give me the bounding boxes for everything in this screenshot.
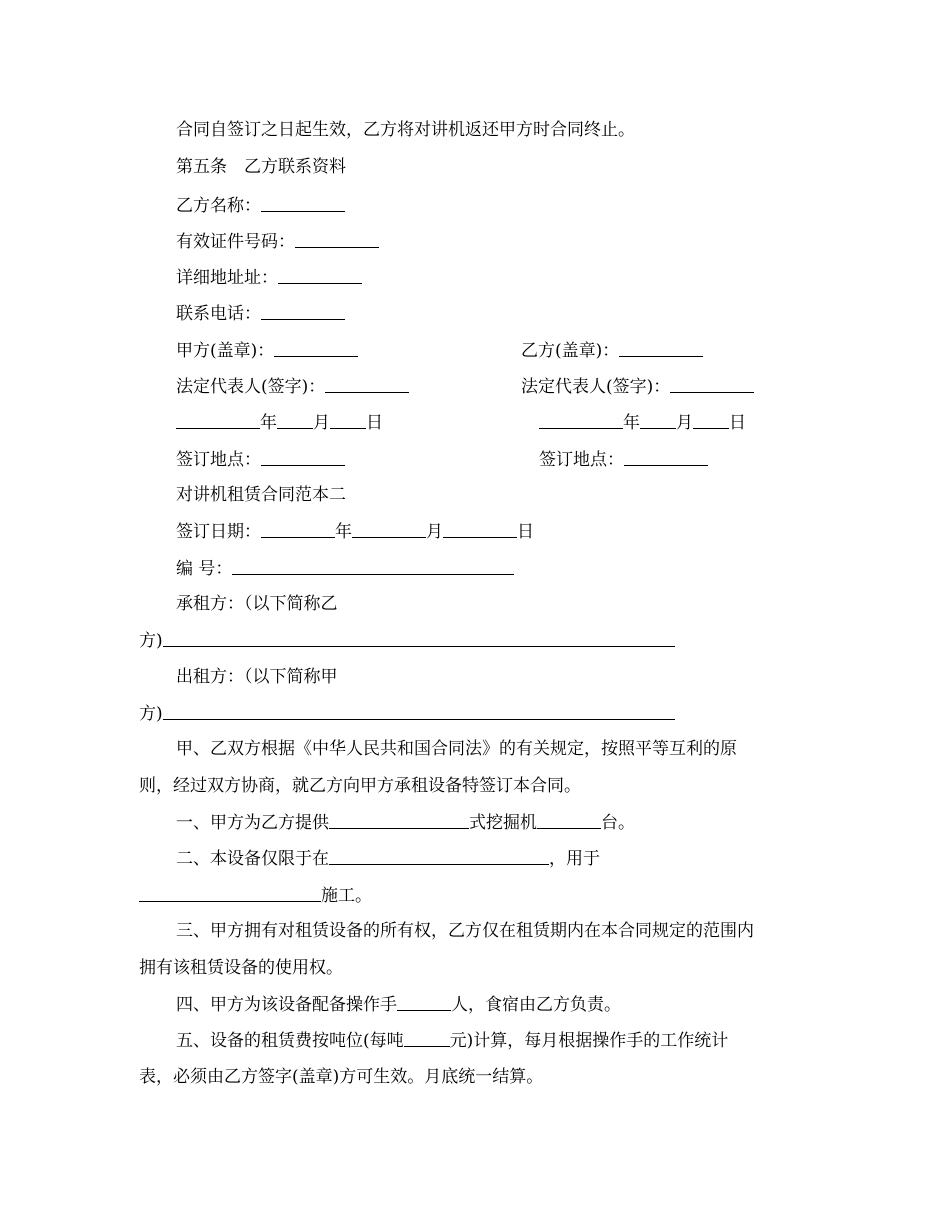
field-label: 乙方名称： [176, 196, 261, 216]
party-b-name-field [176, 195, 345, 216]
clause-3-line-2: 拥有该租赁设备的使用权。 [139, 958, 343, 978]
blank-line [693, 412, 729, 429]
field-label: 联系电话： [176, 304, 261, 324]
field-label: 法定代表人(签字)： [521, 377, 671, 397]
clause-text: 式挖掘机 [469, 813, 537, 833]
clause-3-line-1: 三、甲方拥有对租赁设备的所有权，乙方仅在租赁期内在本合同规定的范围内 [176, 921, 754, 941]
clause-text: 元)计算，每月根据操作手的工作统计 [449, 1031, 729, 1051]
field-label: 甲方(盖章)： [176, 341, 275, 361]
clause-1 [176, 812, 635, 833]
lessor-label: 出租方：（以下简称甲 [176, 667, 338, 687]
clause-5-line-2: 表，必须由乙方签字(盖章)方可生效。月底统一结算。 [139, 1067, 544, 1087]
blank-line [261, 303, 345, 320]
clause-5-line-1 [176, 1030, 728, 1051]
clause-text: 施工。 [321, 886, 372, 906]
field-label: 方) [139, 704, 163, 724]
party-b-seal-field [521, 340, 703, 361]
paragraph-effective: 合同自签订之日起生效，乙方将对讲机返还甲方时合同终止。 [176, 120, 635, 140]
party-b-place-field [539, 449, 708, 470]
blank-line [277, 412, 313, 429]
blank-line [325, 376, 409, 393]
clause-text: 二、本设备仅限于在 [176, 849, 329, 869]
blank-line [404, 1030, 450, 1047]
party-a-date-field [176, 412, 383, 433]
clause-2-continued [139, 885, 372, 906]
field-label: 方) [139, 631, 163, 651]
blank-line [619, 340, 703, 357]
blank-line [139, 885, 321, 902]
month-label: 月 [313, 413, 330, 433]
clause-text: 四、甲方为该设备配备操作手 [176, 995, 397, 1015]
contract-number-field [176, 558, 514, 579]
blank-line [330, 412, 366, 429]
clause-2 [176, 848, 600, 869]
year-label: 年 [623, 413, 640, 433]
blank-line [232, 558, 514, 575]
party-a-place-field [176, 449, 345, 470]
preamble-line-1: 甲、乙双方根据《中华人民共和国合同法》的有关规定，按照平等互利的原 [176, 739, 737, 759]
party-b-representative-field [521, 376, 754, 397]
day-label: 日 [366, 413, 383, 433]
blank-line [295, 231, 379, 248]
party-a-representative-field [176, 376, 409, 397]
article-5-heading: 第五条 乙方联系资料 [176, 157, 346, 177]
year-label: 年 [335, 522, 352, 542]
blank-line [537, 812, 601, 829]
field-label: 乙方(盖章)： [521, 341, 620, 361]
clause-text: 一、甲方为乙方提供 [176, 813, 329, 833]
blank-line [176, 412, 260, 429]
party-b-date-field [539, 412, 746, 433]
field-label: 签订地点： [539, 450, 624, 470]
field-label: 详细地址址： [176, 268, 278, 288]
blank-line [539, 412, 623, 429]
year-label: 年 [260, 413, 277, 433]
blank-line [261, 521, 335, 538]
lessee-blank-field [139, 630, 675, 651]
blank-line [278, 267, 362, 284]
day-label: 日 [729, 413, 746, 433]
phone-field [176, 303, 345, 324]
section-title: 对讲机租赁合同范本二 [176, 485, 346, 505]
id-number-field [176, 231, 379, 252]
blank-line [624, 449, 708, 466]
blank-line [274, 340, 358, 357]
preamble-line-2: 则，经过双方协商，就乙方向甲方承租设备特签订本合同。 [139, 776, 581, 796]
blank-line [261, 195, 345, 212]
blank-line [443, 521, 517, 538]
clause-text: 五、设备的租赁费按吨位(每吨 [176, 1031, 404, 1051]
address-field [176, 267, 362, 288]
clause-4 [176, 994, 621, 1015]
lessee-label: 承租方：（以下简称乙 [176, 594, 338, 614]
blank-line [670, 376, 754, 393]
signing-date-field [176, 521, 534, 542]
clause-text: 台。 [601, 813, 635, 833]
blank-line [397, 994, 451, 1011]
lessor-blank-field [139, 703, 675, 724]
field-label: 法定代表人(签字)： [176, 377, 326, 397]
blank-line [329, 812, 469, 829]
field-label: 签订地点： [176, 450, 261, 470]
blank-line [163, 630, 675, 647]
blank-line [640, 412, 676, 429]
field-label: 编 号： [176, 559, 233, 579]
field-label: 签订日期： [176, 522, 261, 542]
clause-text: 人，食宿由乙方负责。 [451, 995, 621, 1015]
blank-line [329, 848, 549, 865]
day-label: 日 [517, 522, 534, 542]
month-label: 月 [676, 413, 693, 433]
blank-line [352, 521, 426, 538]
field-label: 有效证件号码： [176, 232, 295, 252]
party-a-seal-field [176, 340, 358, 361]
clause-text: ，用于 [549, 849, 600, 869]
blank-line [261, 449, 345, 466]
month-label: 月 [426, 522, 443, 542]
blank-line [163, 703, 675, 720]
